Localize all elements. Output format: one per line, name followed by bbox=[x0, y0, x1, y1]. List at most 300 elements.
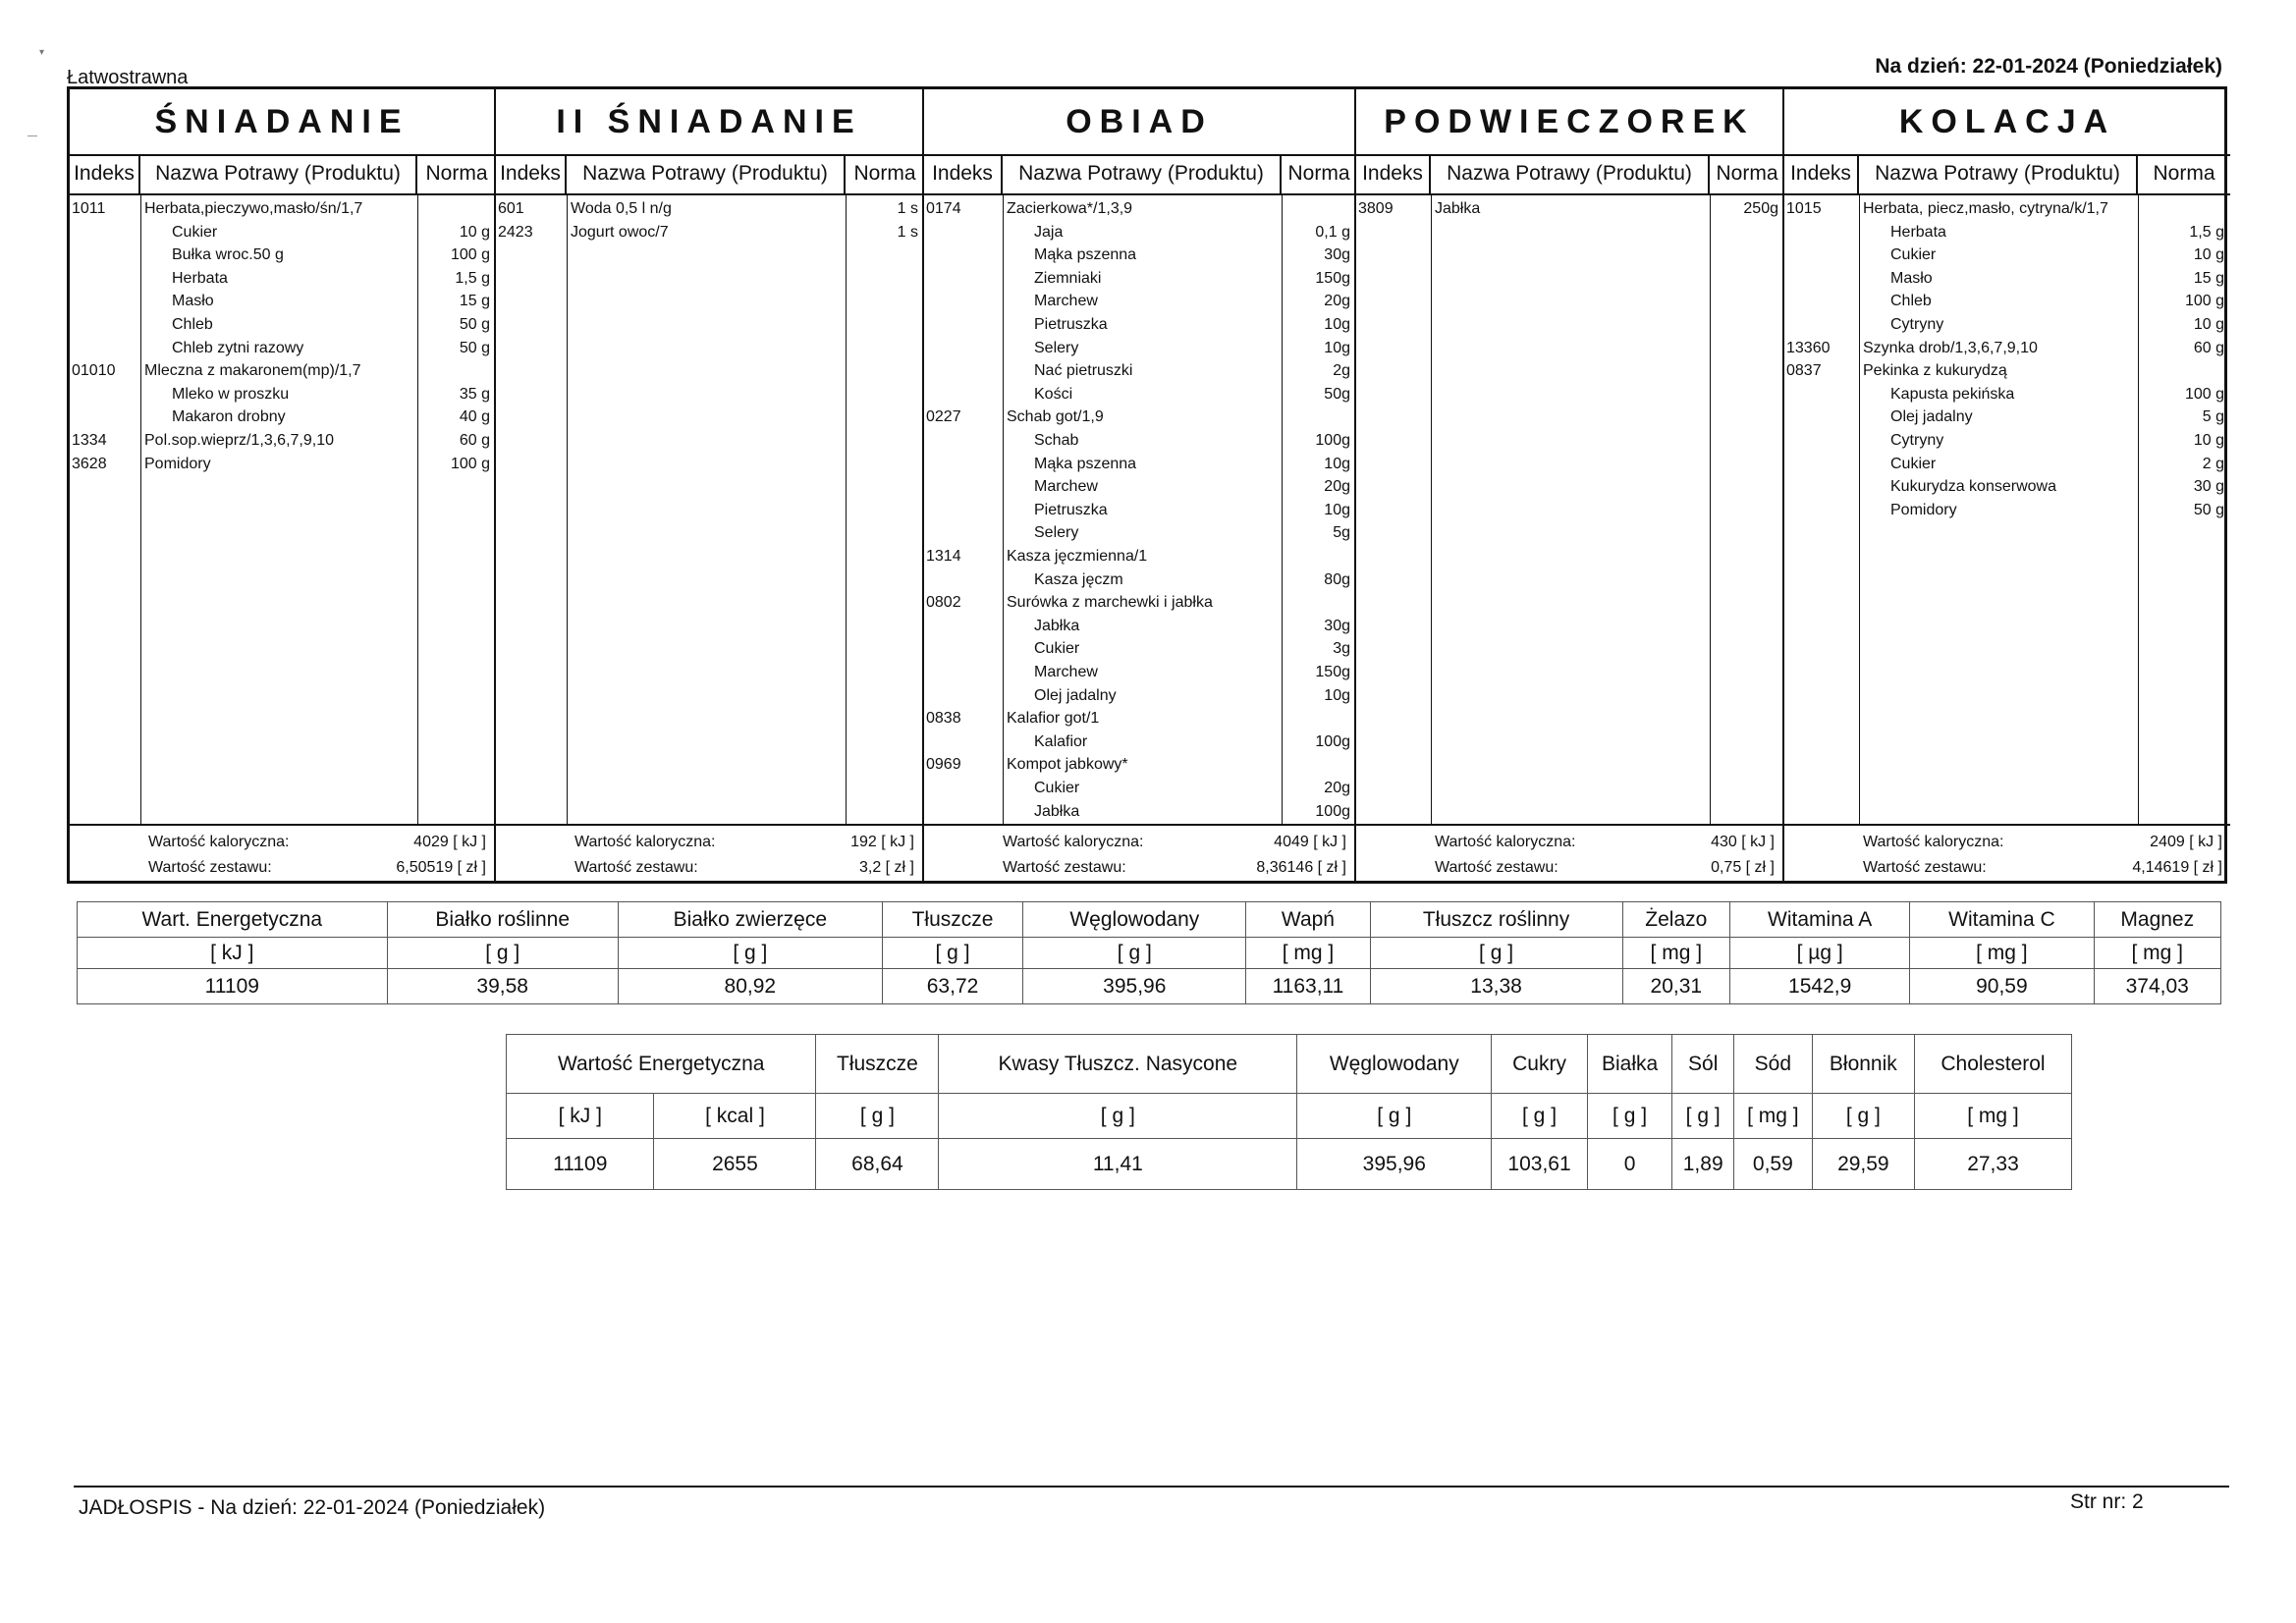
list-item bbox=[496, 221, 922, 244]
list-item bbox=[70, 290, 494, 313]
name-header: Nazwa Potrawy (Produktu) bbox=[567, 154, 846, 193]
nutrient-value: 395,96 bbox=[1297, 1139, 1492, 1190]
item-name: Jabłka bbox=[1034, 617, 1080, 634]
list-item bbox=[924, 290, 1354, 313]
item-name: Marchew bbox=[1034, 293, 1098, 310]
list-item bbox=[924, 197, 1354, 221]
item-name: Pol.sop.wieprz/1,3,6,7,9,10 bbox=[144, 432, 335, 449]
nutrient-value: 1163,11 bbox=[1246, 969, 1370, 1004]
item-name: Surówka z marchewki i jabłka bbox=[1007, 594, 1213, 612]
list-item bbox=[70, 267, 494, 291]
meal-title: ŚNIADANIE bbox=[70, 89, 494, 156]
name-header: Nazwa Potrawy (Produktu) bbox=[1859, 154, 2138, 193]
kcal-value: 4029 [ kJ ] bbox=[413, 834, 486, 850]
meal-items bbox=[496, 193, 922, 826]
column-divider bbox=[567, 193, 568, 824]
nutrient-unit: [ mg ] bbox=[2094, 938, 2221, 969]
list-item bbox=[1784, 290, 2230, 313]
item-name: Selery bbox=[1034, 524, 1079, 542]
kcal-value: 2409 [ kJ ] bbox=[2150, 834, 2222, 850]
list-item bbox=[924, 383, 1354, 406]
nutrient-unit: [ g ] bbox=[618, 938, 882, 969]
norm-header: Norma bbox=[853, 162, 916, 185]
footer-title: JADŁOSPIS - Na dzień: 22-01-2024 (Poniedziałek) bbox=[79, 1496, 546, 1519]
nutrient-unit: [ mg ] bbox=[1246, 938, 1370, 969]
scan-mark-line bbox=[27, 135, 37, 136]
item-norm: 30g bbox=[1324, 617, 1350, 634]
nutrient-unit: [ g ] bbox=[1370, 938, 1622, 969]
nutrient-header: Żelazo bbox=[1622, 902, 1729, 938]
item-index: 0174 bbox=[926, 200, 961, 217]
nutrient-value: 20,31 bbox=[1622, 969, 1729, 1004]
meal-title: KOLACJA bbox=[1784, 89, 2230, 156]
list-item bbox=[924, 753, 1354, 777]
nutrient-value: 395,96 bbox=[1023, 969, 1246, 1004]
item-name: Pomidory bbox=[1890, 501, 1957, 518]
nutrient-unit: [ µg ] bbox=[1730, 938, 1910, 969]
item-name: Marchew bbox=[1034, 478, 1098, 496]
nutrient-unit: [ g ] bbox=[1672, 1094, 1733, 1139]
item-name: Bułka wroc.50 g bbox=[172, 246, 284, 264]
list-item bbox=[924, 661, 1354, 684]
nutrient-unit: [ g ] bbox=[1587, 1094, 1672, 1139]
name-header: Nazwa Potrawy (Produktu) bbox=[1431, 154, 1710, 193]
list-item bbox=[1356, 197, 1782, 221]
index-header: Indeks bbox=[1356, 154, 1431, 193]
nutrient-header: Sól bbox=[1672, 1035, 1733, 1094]
list-item bbox=[1784, 453, 2230, 476]
column-headers bbox=[1784, 154, 2230, 195]
item-index: 01010 bbox=[72, 362, 116, 380]
item-name: Cukier bbox=[1890, 455, 1937, 472]
item-name: Mąka pszenna bbox=[1034, 246, 1137, 264]
nutrient-value: 11109 bbox=[507, 1139, 654, 1190]
cost-value: 4,14619 [ zł ] bbox=[2132, 859, 2222, 876]
item-index: 1015 bbox=[1786, 200, 1822, 217]
list-item bbox=[924, 453, 1354, 476]
nutrient-header: Węglowodany bbox=[1297, 1035, 1492, 1094]
meal-summary bbox=[1356, 824, 1782, 881]
list-item bbox=[1784, 383, 2230, 406]
nutrient-value: 374,03 bbox=[2094, 969, 2221, 1004]
nutrient-value: 90,59 bbox=[1910, 969, 2094, 1004]
nutrient-header: Wapń bbox=[1246, 902, 1370, 938]
item-norm: 35 g bbox=[459, 385, 490, 403]
meal-summary bbox=[70, 824, 494, 881]
item-norm: 10 g bbox=[459, 223, 490, 241]
item-norm: 0,1 g bbox=[1315, 223, 1350, 241]
item-name: Makaron drobny bbox=[172, 408, 286, 426]
nutrient-header: Białko zwierzęce bbox=[618, 902, 882, 938]
item-norm: 15 g bbox=[459, 293, 490, 310]
meal-grid bbox=[67, 86, 2227, 884]
item-name: Jogurt owoc/7 bbox=[571, 223, 669, 241]
nutrient-unit: [ mg ] bbox=[1914, 1094, 2071, 1139]
item-name: Pietruszka bbox=[1034, 316, 1108, 333]
nutrient-header: Białka bbox=[1587, 1035, 1672, 1094]
nutrient-header: Cholesterol bbox=[1914, 1035, 2071, 1094]
item-norm: 150g bbox=[1315, 269, 1350, 287]
list-item bbox=[70, 429, 494, 453]
list-item bbox=[924, 568, 1354, 592]
meal-summary bbox=[924, 824, 1354, 881]
name-header: Nazwa Potrawy (Produktu) bbox=[1003, 154, 1282, 193]
nutrient-header: Tłuszcz roślinny bbox=[1370, 902, 1622, 938]
list-item bbox=[70, 221, 494, 244]
item-name: Kasza jęczmienna/1 bbox=[1007, 548, 1148, 565]
meal-items bbox=[924, 193, 1354, 826]
list-item bbox=[924, 406, 1354, 429]
name-header: Nazwa Potrawy (Produktu) bbox=[140, 154, 417, 193]
nutrient-unit: [ mg ] bbox=[1733, 1094, 1812, 1139]
item-norm: 50g bbox=[1324, 385, 1350, 403]
list-item bbox=[924, 429, 1354, 453]
nutrient-header: Kwasy Tłuszcz. Nasycone bbox=[939, 1035, 1297, 1094]
item-norm: 60 g bbox=[2193, 339, 2224, 356]
nutrition-summary-table bbox=[77, 901, 2221, 1004]
item-norm: 1 s bbox=[897, 223, 918, 241]
list-item bbox=[70, 313, 494, 337]
item-norm: 100g bbox=[1315, 432, 1350, 449]
kcal-value: 192 [ kJ ] bbox=[850, 834, 914, 850]
item-name: Schab bbox=[1034, 432, 1079, 449]
list-item bbox=[1784, 475, 2230, 499]
item-norm: 2g bbox=[1333, 362, 1350, 380]
list-item bbox=[924, 267, 1354, 291]
scan-mark: ▾ bbox=[39, 47, 45, 58]
item-name: Olej jadalny bbox=[1034, 686, 1117, 704]
item-norm: 10 g bbox=[2193, 316, 2224, 333]
column-divider bbox=[846, 193, 847, 824]
meal-items bbox=[1356, 193, 1782, 826]
nutrient-unit: [ g ] bbox=[939, 1094, 1297, 1139]
item-index: 601 bbox=[498, 200, 524, 217]
item-norm: 10 g bbox=[2193, 246, 2224, 264]
list-item bbox=[924, 359, 1354, 383]
item-index: 1334 bbox=[72, 432, 107, 449]
item-name: Cukier bbox=[1034, 640, 1080, 658]
item-index: 2423 bbox=[498, 223, 533, 241]
nutrient-unit: [ g ] bbox=[1023, 938, 1246, 969]
item-index: 1314 bbox=[926, 548, 961, 565]
item-name: Cytryny bbox=[1890, 432, 1944, 449]
nutrient-value: 80,92 bbox=[618, 969, 882, 1004]
meal-column-1 bbox=[70, 89, 496, 881]
list-item bbox=[924, 707, 1354, 730]
meal-summary bbox=[1784, 824, 2230, 881]
nutrient-unit: [ kJ ] bbox=[78, 938, 388, 969]
nutrient-header: Węglowodany bbox=[1023, 902, 1246, 938]
item-name: Kasza jęczm bbox=[1034, 570, 1123, 588]
nutrient-header: Magnez bbox=[2094, 902, 2221, 938]
list-item bbox=[70, 406, 494, 429]
kcal-label: Wartość kaloryczna: bbox=[1435, 834, 1576, 850]
cost-value: 3,2 [ zł ] bbox=[858, 859, 914, 876]
meal-column-4 bbox=[1356, 89, 1784, 881]
nutrient-unit: [ g ] bbox=[1297, 1094, 1492, 1139]
meal-summary bbox=[496, 824, 922, 881]
list-item bbox=[924, 730, 1354, 754]
item-norm: 20g bbox=[1324, 293, 1350, 310]
item-name: Chleb bbox=[1890, 293, 1932, 310]
item-name: Jabłka bbox=[1435, 200, 1481, 217]
nutrient-unit: [ g ] bbox=[1492, 1094, 1587, 1139]
index-header: Indeks bbox=[1784, 154, 1859, 193]
list-item bbox=[924, 521, 1354, 545]
nutrient-value: 1542,9 bbox=[1730, 969, 1910, 1004]
cost-label: Wartość zestawu: bbox=[1003, 859, 1126, 876]
list-item bbox=[924, 337, 1354, 360]
item-name: Herbata,pieczywo,masło/śn/1,7 bbox=[144, 200, 363, 217]
list-item bbox=[70, 359, 494, 383]
item-norm: 5 g bbox=[2202, 408, 2224, 426]
item-name: Marchew bbox=[1034, 664, 1098, 680]
nutrient-header: Sód bbox=[1733, 1035, 1812, 1094]
cost-value: 8,36146 [ zł ] bbox=[1256, 859, 1346, 876]
item-name: Chleb bbox=[172, 316, 213, 333]
item-name: Mąka pszenna bbox=[1034, 455, 1137, 472]
cost-label: Wartość zestawu: bbox=[1863, 859, 1987, 876]
item-name: Kapusta pekińska bbox=[1890, 385, 2015, 403]
item-norm: 100g bbox=[1315, 732, 1350, 750]
column-headers bbox=[924, 154, 1354, 195]
item-name: Pomidory bbox=[144, 455, 211, 472]
energy-header: Wartość Energetyczna bbox=[507, 1035, 816, 1094]
item-name: Mleczna z makaronem(mp)/1,7 bbox=[144, 362, 361, 380]
nutrient-value: 0,59 bbox=[1733, 1139, 1812, 1190]
nutrient-unit: [ mg ] bbox=[1910, 938, 2094, 969]
item-name: Jabłka bbox=[1034, 802, 1080, 820]
list-item bbox=[70, 243, 494, 267]
item-norm: 10 g bbox=[2193, 432, 2224, 449]
nutrient-value: 1,89 bbox=[1672, 1139, 1733, 1190]
list-item bbox=[1784, 243, 2230, 267]
kcal-label: Wartość kaloryczna: bbox=[1003, 834, 1144, 850]
item-name: Cytryny bbox=[1890, 316, 1944, 333]
menu-date: Na dzień: 22-01-2024 (Poniedziałek) bbox=[1875, 55, 2222, 78]
item-name: Cukier bbox=[1890, 246, 1937, 264]
item-norm: 1,5 g bbox=[455, 269, 490, 287]
item-norm: 1 s bbox=[897, 200, 918, 217]
nutrient-value: 29,59 bbox=[1812, 1139, 1914, 1190]
item-norm: 10g bbox=[1324, 686, 1350, 704]
item-name: Ziemniaki bbox=[1034, 269, 1102, 287]
item-norm: 30g bbox=[1324, 246, 1350, 264]
list-item bbox=[924, 800, 1354, 824]
norm-header: Norma bbox=[1716, 162, 1778, 185]
index-header: Indeks bbox=[496, 154, 567, 193]
nutrient-unit: [ g ] bbox=[387, 938, 618, 969]
nutrient-value: 0 bbox=[1587, 1139, 1672, 1190]
item-norm: 100g bbox=[1315, 802, 1350, 820]
item-norm: 100 g bbox=[2184, 385, 2224, 403]
meal-column-5 bbox=[1784, 89, 2230, 881]
item-name: Jaja bbox=[1034, 223, 1064, 241]
item-norm: 250g bbox=[1743, 200, 1778, 217]
item-name: Selery bbox=[1034, 339, 1079, 356]
index-header: Indeks bbox=[70, 154, 140, 193]
meal-title: II ŚNIADANIE bbox=[496, 89, 922, 156]
item-index: 0969 bbox=[926, 756, 961, 774]
list-item bbox=[924, 777, 1354, 800]
meal-items bbox=[70, 193, 494, 826]
nutrient-unit: [ kJ ] bbox=[507, 1094, 654, 1139]
item-name: Herbata bbox=[172, 269, 228, 287]
kcal-label: Wartość kaloryczna: bbox=[148, 834, 290, 850]
kcal-label: Wartość kaloryczna: bbox=[574, 834, 716, 850]
nutrient-header: Tłuszcze bbox=[882, 902, 1022, 938]
nutrient-value: 68,64 bbox=[816, 1139, 939, 1190]
item-index: 0838 bbox=[926, 710, 961, 728]
column-headers bbox=[496, 154, 922, 195]
item-norm: 20g bbox=[1324, 478, 1350, 496]
page-number: Str nr: 2 bbox=[2070, 1490, 2144, 1513]
item-name: Zacierkowa*/1,3,9 bbox=[1007, 200, 1133, 217]
list-item bbox=[1784, 499, 2230, 522]
item-norm: 100 g bbox=[450, 246, 490, 264]
cost-label: Wartość zestawu: bbox=[148, 859, 272, 876]
item-name: Kości bbox=[1034, 385, 1073, 403]
list-item bbox=[924, 475, 1354, 499]
list-item bbox=[496, 197, 922, 221]
item-name: Chleb zytni razowy bbox=[172, 339, 304, 356]
nutrient-header: Błonnik bbox=[1812, 1035, 1914, 1094]
nutrient-unit: [ g ] bbox=[882, 938, 1022, 969]
nutrient-header: Witamina C bbox=[1910, 902, 2094, 938]
list-item bbox=[70, 453, 494, 476]
item-name: Cukier bbox=[1034, 780, 1080, 796]
list-item bbox=[1784, 267, 2230, 291]
norm-header: Norma bbox=[1287, 162, 1350, 185]
nutrient-header: Tłuszcze bbox=[816, 1035, 939, 1094]
meal-column-3 bbox=[924, 89, 1356, 881]
nutrient-value: 11109 bbox=[78, 969, 388, 1004]
meal-title: PODWIECZOREK bbox=[1356, 89, 1782, 156]
item-name: Pekinka z kukurydzą bbox=[1863, 362, 2007, 380]
nutrient-value: 11,41 bbox=[939, 1139, 1297, 1190]
cost-value: 0,75 [ zł ] bbox=[1711, 859, 1775, 876]
item-name: Nać pietruszki bbox=[1034, 362, 1133, 380]
item-norm: 1,5 g bbox=[2189, 223, 2224, 241]
list-item bbox=[924, 591, 1354, 615]
item-name: Olej jadalny bbox=[1890, 408, 1973, 426]
list-item bbox=[924, 637, 1354, 661]
item-name: Szynka drob/1,3,6,7,9,10 bbox=[1863, 339, 2038, 356]
nutrient-unit: [ kcal ] bbox=[654, 1094, 816, 1139]
item-name: Mleko w proszku bbox=[172, 385, 290, 403]
column-headers bbox=[70, 154, 494, 195]
list-item bbox=[70, 337, 494, 360]
item-norm: 10g bbox=[1324, 316, 1350, 333]
nutrient-value: 39,58 bbox=[387, 969, 618, 1004]
norm-header: Norma bbox=[425, 162, 488, 185]
list-item bbox=[924, 684, 1354, 708]
nutrient-value: 63,72 bbox=[882, 969, 1022, 1004]
item-name: Masło bbox=[1890, 269, 1933, 287]
item-norm: 3g bbox=[1333, 640, 1350, 658]
nutrient-value: 27,33 bbox=[1914, 1139, 2071, 1190]
list-item bbox=[924, 243, 1354, 267]
item-index: 3809 bbox=[1358, 200, 1394, 217]
item-name: Herbata bbox=[1890, 223, 1946, 241]
column-divider bbox=[1431, 193, 1432, 824]
nutrient-value: 2655 bbox=[654, 1139, 816, 1190]
list-item bbox=[1784, 313, 2230, 337]
list-item bbox=[70, 383, 494, 406]
kcal-value: 4049 [ kJ ] bbox=[1274, 834, 1346, 850]
item-name: Kalafior got/1 bbox=[1007, 710, 1100, 728]
item-norm: 50 g bbox=[459, 339, 490, 356]
meal-column-2 bbox=[496, 89, 924, 881]
item-norm: 5g bbox=[1333, 524, 1350, 542]
item-index: 13360 bbox=[1786, 339, 1831, 356]
list-item bbox=[924, 545, 1354, 568]
list-item bbox=[1784, 197, 2230, 221]
cost-value: 6,50519 [ zł ] bbox=[396, 859, 486, 876]
item-norm: 15 g bbox=[2193, 269, 2224, 287]
kcal-label: Wartość kaloryczna: bbox=[1863, 834, 2004, 850]
footer-rule bbox=[74, 1486, 2229, 1488]
list-item bbox=[1784, 337, 2230, 360]
item-norm: 80g bbox=[1324, 570, 1350, 588]
meal-title: OBIAD bbox=[924, 89, 1354, 156]
nutrient-header: Cukry bbox=[1492, 1035, 1587, 1094]
item-norm: 100 g bbox=[450, 455, 490, 472]
item-index: 1011 bbox=[72, 200, 106, 217]
item-norm: 150g bbox=[1315, 664, 1350, 680]
list-item bbox=[924, 615, 1354, 638]
item-norm: 10g bbox=[1324, 339, 1350, 356]
item-index: 0227 bbox=[926, 408, 961, 426]
item-index: 0837 bbox=[1786, 362, 1822, 380]
cost-label: Wartość zestawu: bbox=[574, 859, 698, 876]
item-norm: 100 g bbox=[2184, 293, 2224, 310]
item-name: Kalafior bbox=[1034, 732, 1088, 750]
nutrient-unit: [ g ] bbox=[816, 1094, 939, 1139]
item-norm: 50 g bbox=[2193, 501, 2224, 518]
list-item bbox=[1784, 359, 2230, 383]
list-item bbox=[70, 197, 494, 221]
list-item bbox=[1784, 429, 2230, 453]
item-norm: 2 g bbox=[2202, 455, 2224, 472]
list-item bbox=[924, 221, 1354, 244]
list-item bbox=[924, 313, 1354, 337]
nutrient-unit: [ g ] bbox=[1812, 1094, 1914, 1139]
item-name: Masło bbox=[172, 293, 214, 310]
item-name: Cukier bbox=[172, 223, 218, 241]
diet-type: Łatwostrawna bbox=[67, 67, 189, 88]
index-header: Indeks bbox=[924, 154, 1003, 193]
item-norm: 30 g bbox=[2193, 478, 2224, 496]
list-item bbox=[1784, 406, 2230, 429]
nutrient-header: Witamina A bbox=[1730, 902, 1910, 938]
item-norm: 50 g bbox=[459, 316, 490, 333]
list-item bbox=[1784, 221, 2230, 244]
norm-header: Norma bbox=[2153, 162, 2215, 185]
item-norm: 40 g bbox=[459, 408, 490, 426]
nutrient-value: 13,38 bbox=[1370, 969, 1622, 1004]
item-norm: 10g bbox=[1324, 501, 1350, 518]
item-name: Schab got/1,9 bbox=[1007, 408, 1104, 426]
item-norm: 60 g bbox=[459, 432, 490, 449]
kcal-value: 430 [ kJ ] bbox=[1711, 834, 1775, 850]
item-name: Kukurydza konserwowa bbox=[1890, 478, 2056, 496]
nutrition-label-table bbox=[506, 1034, 2072, 1190]
nutrient-value: 103,61 bbox=[1492, 1139, 1587, 1190]
item-name: Pietruszka bbox=[1034, 501, 1108, 518]
nutrient-header: Wart. Energetyczna bbox=[78, 902, 388, 938]
cost-label: Wartość zestawu: bbox=[1435, 859, 1558, 876]
